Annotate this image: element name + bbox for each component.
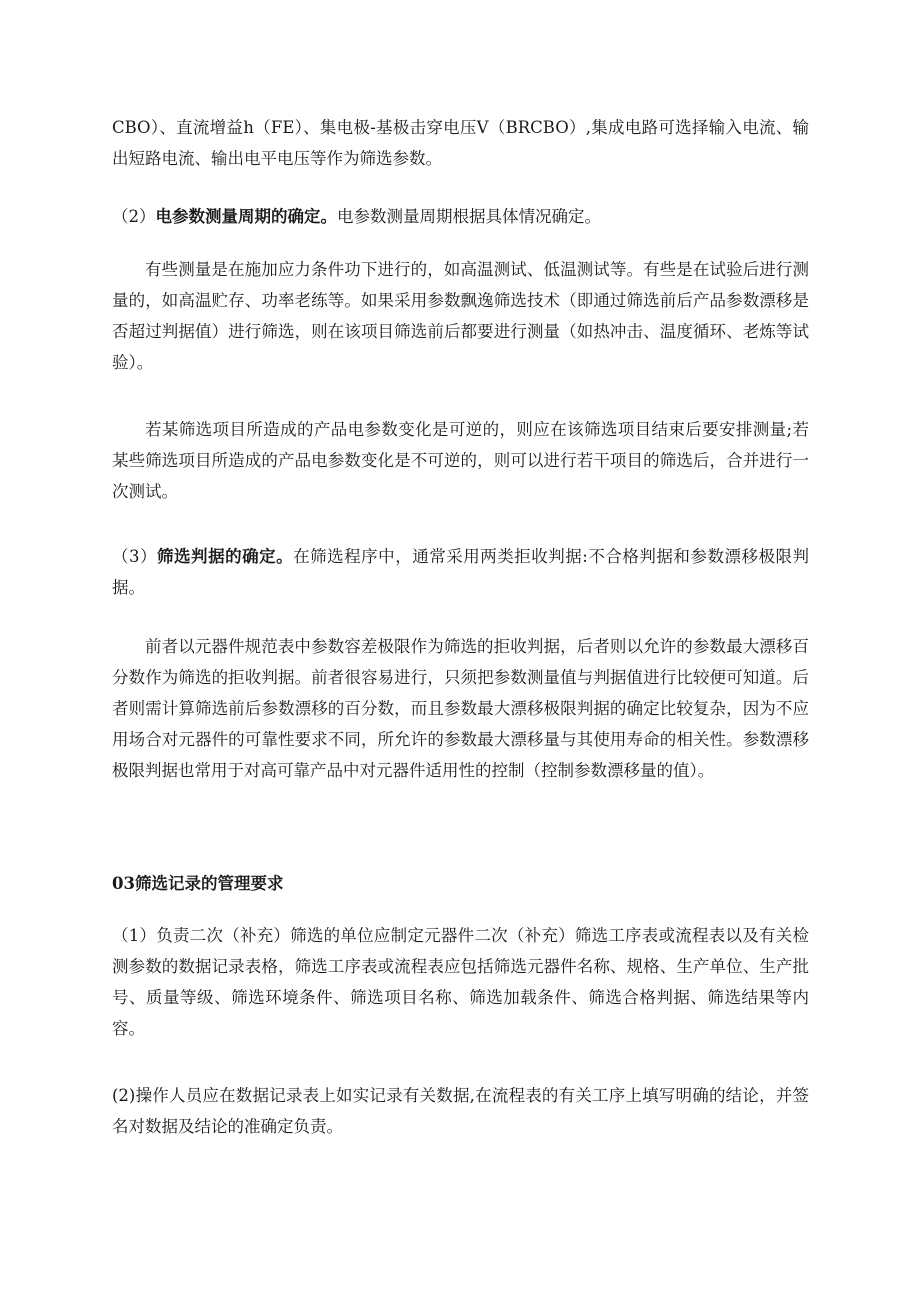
- paragraph-text: CBO）、直流增益h（FE）、集电极-基极击穿电压V（BRCBO）,集成电路可选择输入电流、输出短路电流、输出电平电压等作为筛选参数。: [112, 118, 809, 168]
- paragraph-text: （1）负责二次（补充）筛选的单位应制定元器件二次（补充）筛选工序表或流程表以及有关检测参数的数据记录表格，筛选工序表或流程表应包括筛选元器件名称、规格、生产单位、生产批号、质量等级、筛选环境条件、筛选项目名称、筛选加载条件、筛选合格判据、筛选结果等内容。: [112, 926, 809, 1038]
- paragraph-screening-parameters: [112, 112, 809, 174]
- paragraph-text: 前者以元器件规范表中参数容差极限作为筛选的拒收判据，后者则以允许的参数最大漂移百分数作为筛选的拒收判据。前者很容易进行，只须把参数测量值与判据值进行比较便可知道。后者则需计算筛选前后参数漂移的百分数，而且参数最大漂移极限判据的确定比较复杂，因为不应用场合对元器件的可靠性要求不同，所允许的参数最大漂移量与其使用寿命的相关性。参数漂移极限判据也常用于对高可靠产品中对元器件适用性的控制（控制参数漂移量的值）。: [112, 637, 809, 780]
- paragraph-text: 电参数测量周期根据具体情况确定。: [337, 207, 601, 226]
- item-number: （2）: [112, 207, 156, 226]
- section-heading-text: 03筛选记录的管理要求: [112, 874, 284, 893]
- paragraph-operator-responsibility: [112, 1080, 809, 1142]
- item-number: （3）: [112, 547, 158, 566]
- paragraph-measurement-conditions: [112, 254, 809, 378]
- paragraph-text: 若某筛选项目所造成的产品电参数变化是可逆的，则应在该筛选项目结束后要安排测量;若某些筛选项目所造成的产品电参数变化是不可逆的，则可以进行若干项目的筛选后，合并进行一次测试。: [112, 420, 809, 501]
- paragraph-text: (2)操作人员应在数据记录表上如实记录有关数据,在流程表的有关工序上填写明确的结论，并签名对数据及结论的准确定负责。: [112, 1086, 809, 1136]
- bold-heading: 电参数测量周期的确定。: [155, 207, 337, 226]
- paragraph-text: 有些测量是在施加应力条件功下进行的，如高温测试、低温测试等。有些是在试验后进行测量的，如高温贮存、功率老练等。如果采用参数飘逸筛选技术（即通过筛选前后产品参数漂移是否超过判据值）进行筛选，则在该项目筛选前后都要进行测量（如热冲击、温度循环、老炼等试验）。: [112, 260, 809, 372]
- paragraph-reversible-changes: [112, 414, 809, 507]
- bold-heading: 筛选判据的确定。: [157, 547, 294, 566]
- paragraph-measurement-period-heading: [112, 201, 809, 232]
- section-heading-records: [112, 868, 809, 899]
- paragraph-criteria-details: [112, 631, 809, 786]
- paragraph-records-procedure: [112, 920, 809, 1044]
- paragraph-text: 在筛选程序中，通常采用两类拒收判据:不合格判据和参数漂移极限判据。: [112, 547, 810, 597]
- paragraph-criteria-heading: [112, 541, 809, 603]
